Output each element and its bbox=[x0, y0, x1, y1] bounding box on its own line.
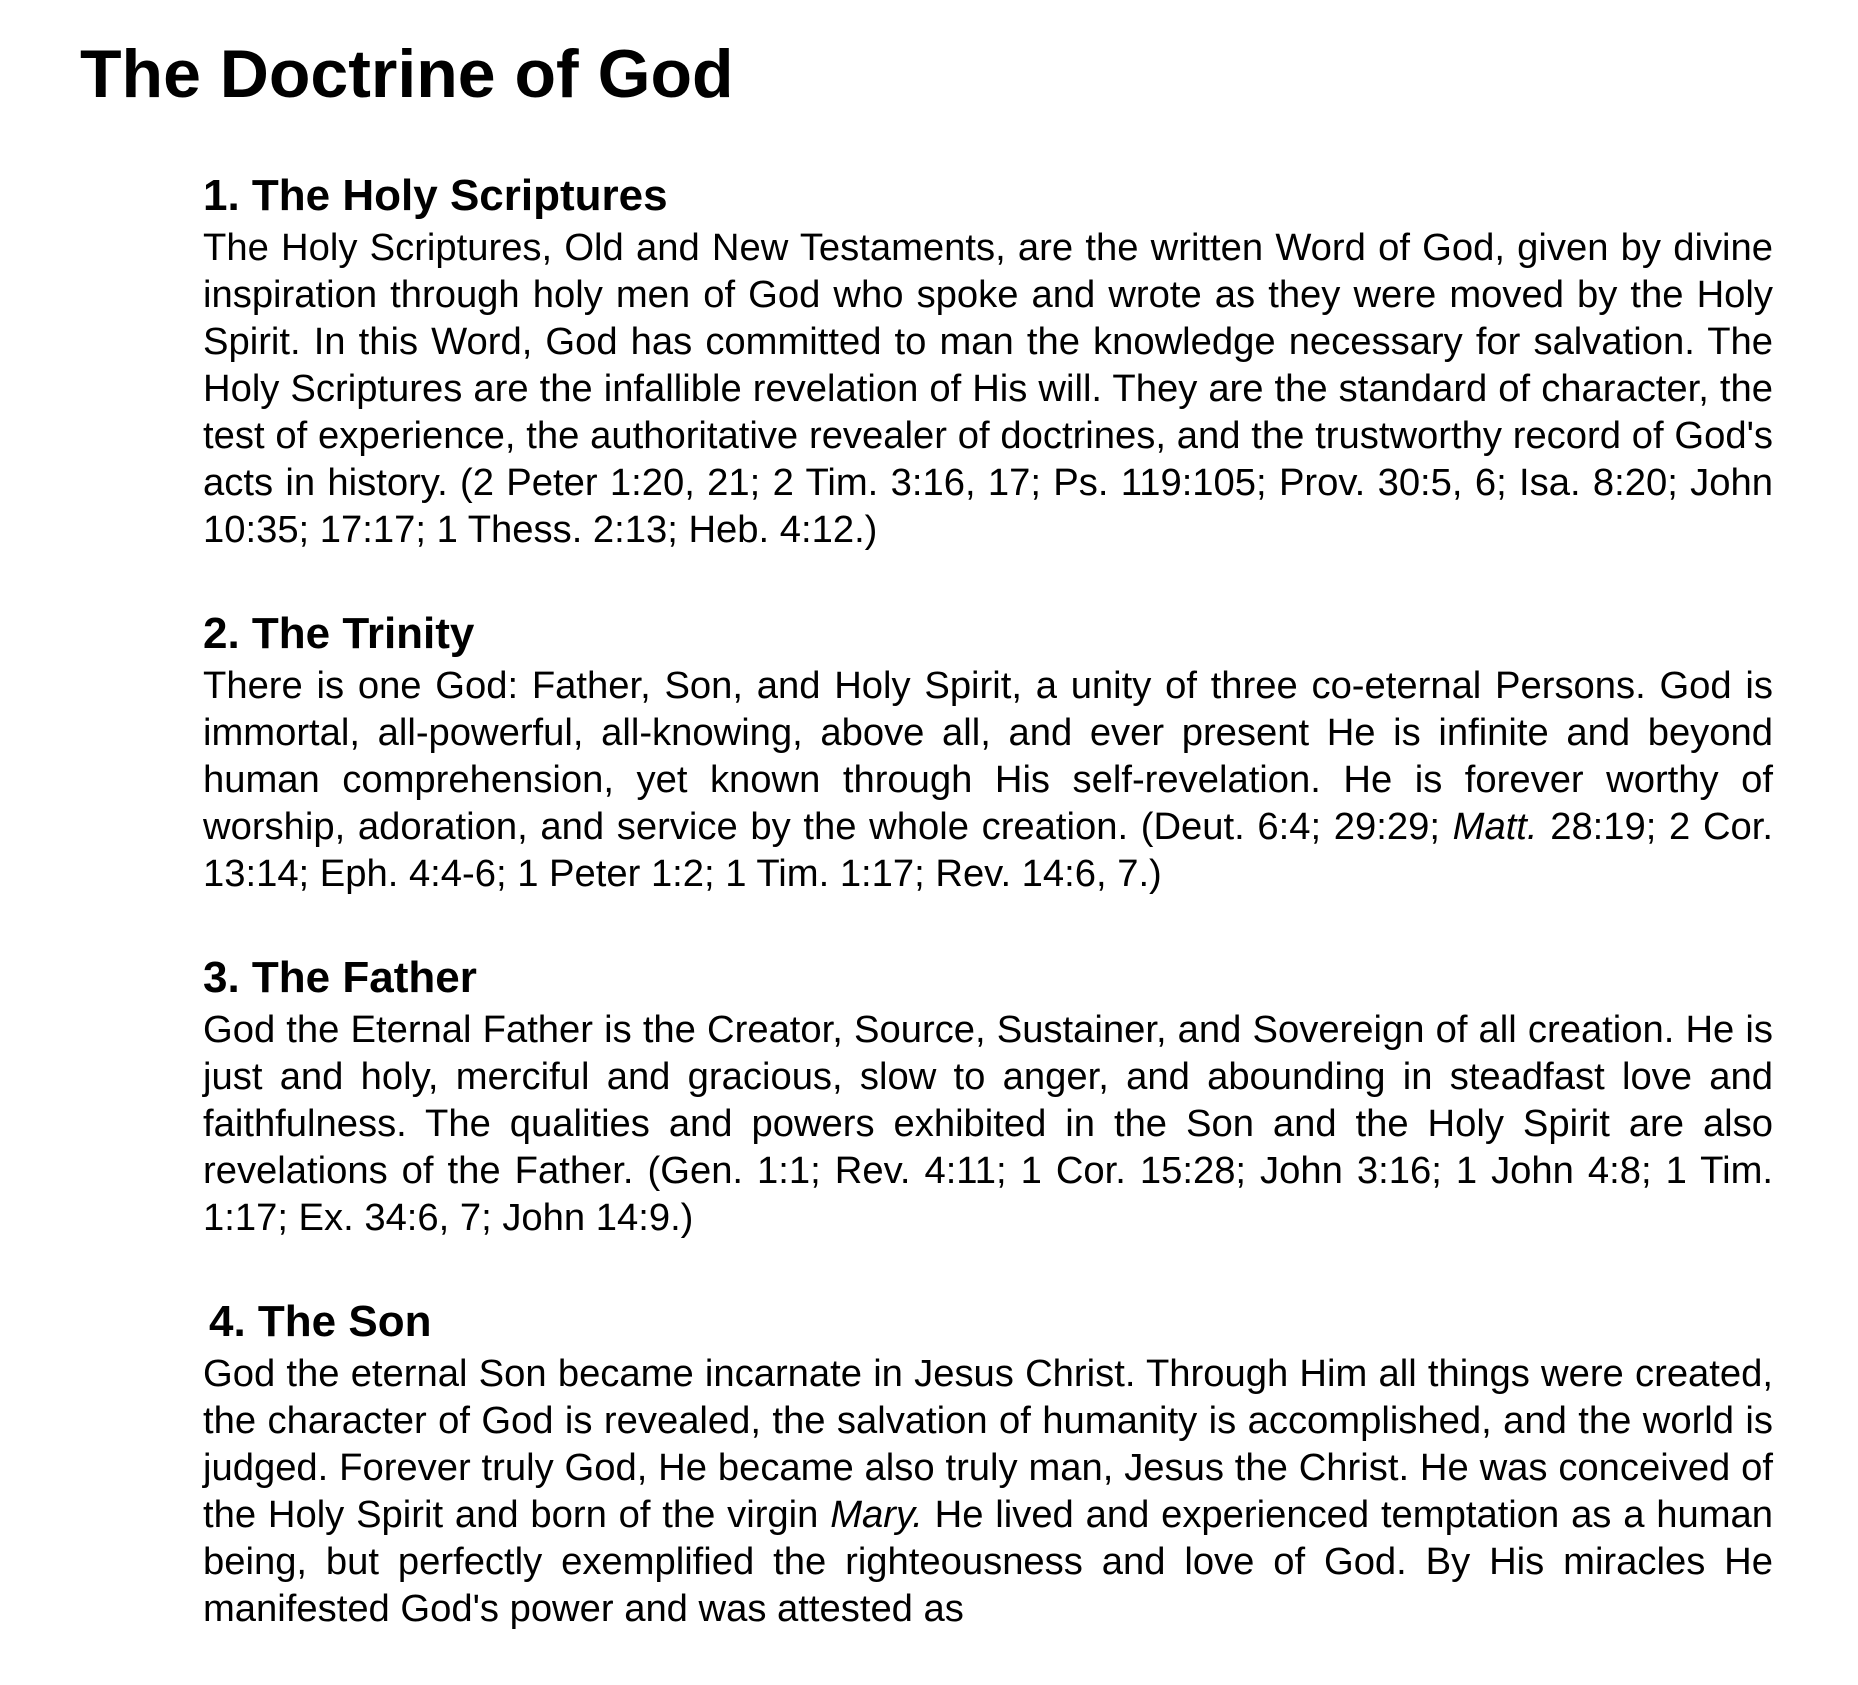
section-body: God the Eternal Father is the Creator, Source, Sustainer, and Sovereign of all creation. He is just and holy, merciful and gracious, slow to anger, and abounding in steadfast love and faithfulness. The qualities and powers exhibited in the Son and the Holy Spirit are also revelations of the Father. (Gen. 1:1; Rev. 4:11; 1 Cor. 15:28; John 3:16; 1 John 4:8; 1 Tim. 1:17; Ex. 34:6, 7; John 14:9.) bbox=[203, 1008, 1773, 1239]
section-son bbox=[203, 1294, 1773, 1632]
body-text: 28:19; 2 Cor. 13:14; Eph. 4:4-6; 1 Peter 1:2; 1 Tim. 1:17; Rev. 14:6, 7.) bbox=[203, 805, 1773, 895]
section-body bbox=[203, 662, 1773, 897]
section-body: The Holy Scriptures, Old and New Testaments, are the written Word of God, given by divine inspiration through holy men of God who spoke and wrote as they were moved by the Holy Spirit. In this Word, God has committed to man the knowledge necessary for salvation. The Holy Scriptures are the infallible revelation of His will. They are the standard of character, the test of experience, the authoritative revealer of doctrines, and the trustworthy record of God's acts in history. (2 Peter 1:20, 21; 2 Tim. 3:16, 17; Ps. 119:105; Prov. 30:5, 6; Isa. 8:20; John 10:35; 17:17; 1 Thess. 2:13; Heb. 4:12.) bbox=[203, 226, 1773, 551]
section-father bbox=[203, 950, 1773, 1241]
section-heading: 3. The Father bbox=[203, 953, 477, 1002]
body-italic-text: Mary. bbox=[830, 1493, 923, 1536]
section-heading: 2. The Trinity bbox=[203, 609, 475, 658]
body-text: God the eternal Son became incarnate in Jesus Christ. Through Him all things were created, the character of God is revealed, the salvation of humanity is accomplished, and the world is judged. Forever truly God, He became also truly man, Jesus the Christ. He was conceived of the Holy Spirit and born of the virgin bbox=[203, 1352, 1773, 1536]
section-body bbox=[203, 1350, 1773, 1632]
section-holy-scriptures bbox=[203, 168, 1773, 553]
section-heading: 4. The Son bbox=[209, 1297, 432, 1346]
body-italic-text: Matt. bbox=[1452, 805, 1538, 848]
page-title: The Doctrine of God bbox=[80, 36, 734, 112]
body-text: There is one God: Father, Son, and Holy Spirit, a unity of three co-eternal Persons. God is immortal, all-powerful, all-knowing, above all, and ever present He is infinite and beyond human comprehension, yet known through His self-revelation. He is forever worthy of worship, adoration, and service by the whole creation. (Deut. 6:4; 29:29; bbox=[203, 664, 1773, 848]
section-heading: 1. The Holy Scriptures bbox=[203, 171, 668, 220]
document-content bbox=[203, 168, 1773, 1685]
body-text: He lived and experienced temptation as a human being, but perfectly exemplified the righteousness and love of God. By His miracles He manifested God's power and was attested as bbox=[203, 1493, 1773, 1630]
section-trinity bbox=[203, 606, 1773, 897]
